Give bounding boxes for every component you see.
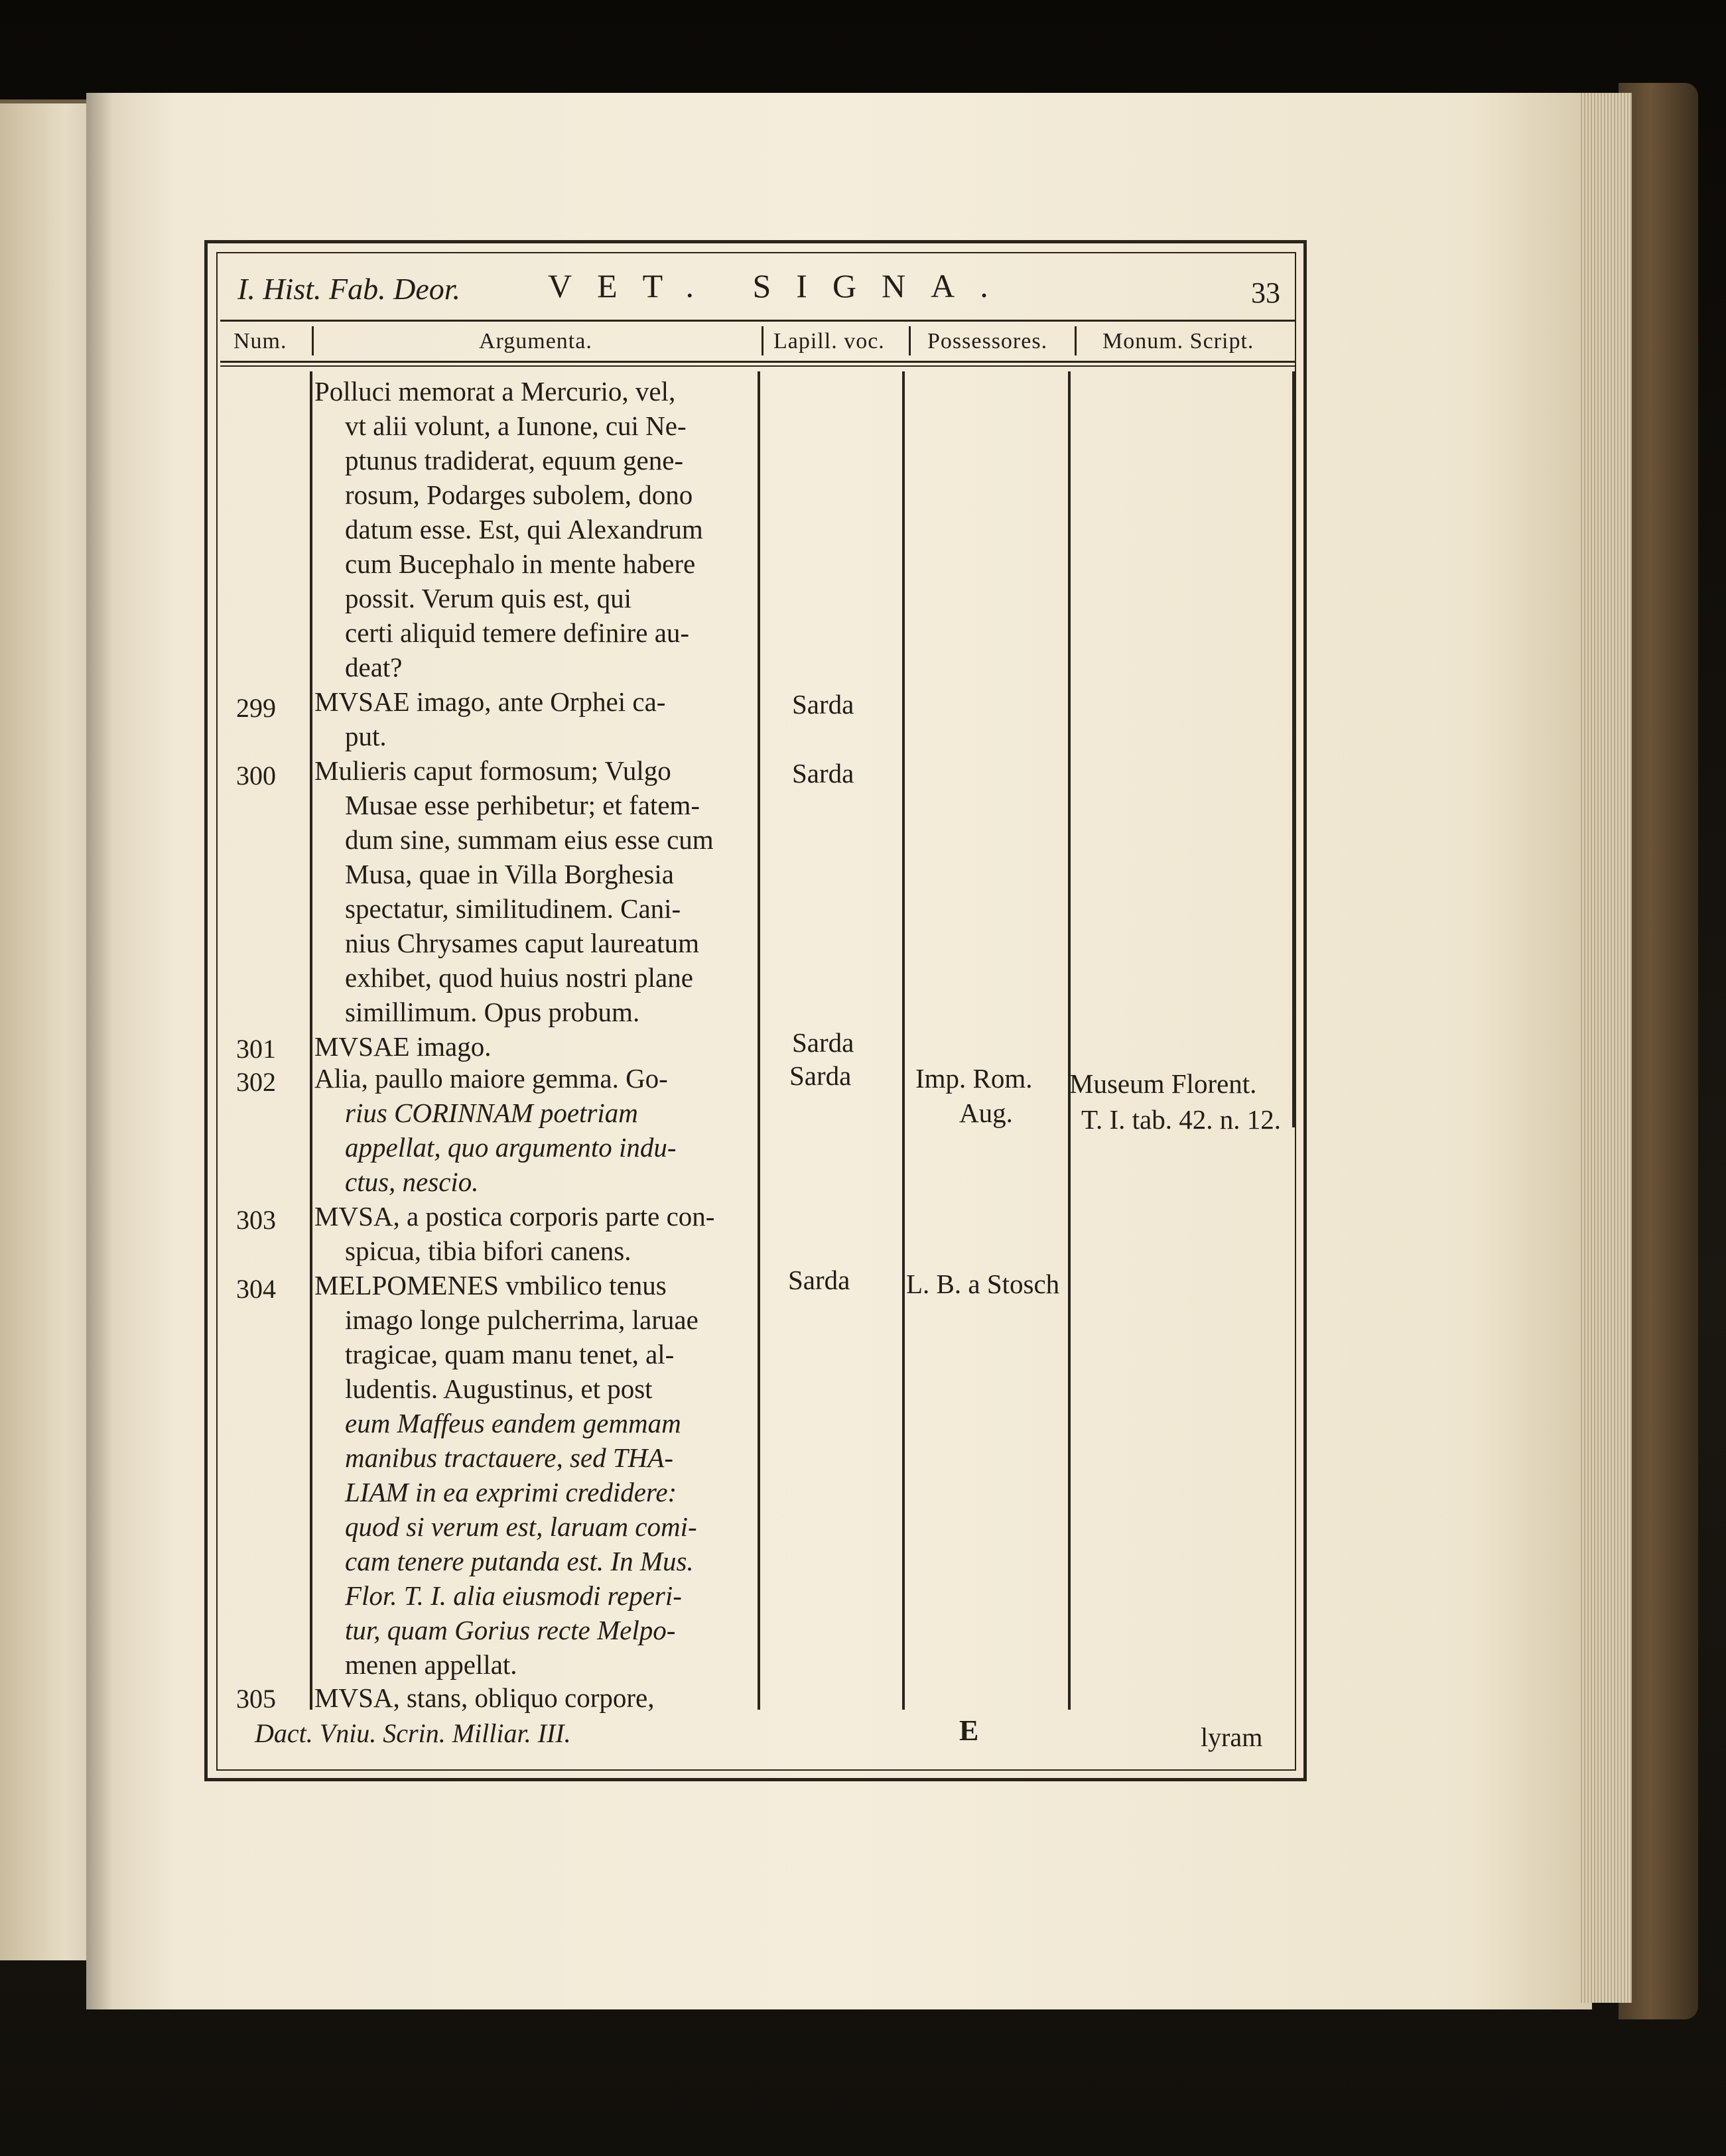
column-header-lapill: Lapill. voc.: [773, 329, 885, 353]
monument-cell: Museum Florent.: [1069, 1068, 1257, 1099]
entry-number: 305: [236, 1684, 276, 1714]
argument-line: Musa, quae in Villa Borghesia: [345, 859, 674, 889]
argument-line: ctus, nescio.: [345, 1167, 479, 1197]
argument-line: spicua, tibia bifori canens.: [345, 1236, 631, 1266]
gathering-signature: E: [959, 1714, 979, 1747]
lapill-cell: Sarda: [792, 758, 854, 789]
argument-line: deat?: [345, 652, 403, 682]
argument-line: Alia, paullo maiore gemma. Go-: [314, 1063, 668, 1094]
header-rule-bottom: [220, 361, 1296, 363]
argument-line: eum Maffeus eandem gemmam: [345, 1408, 681, 1438]
argument-line: simillimum. Opus probum.: [345, 997, 640, 1027]
possessor-cell: Imp. Rom.: [915, 1063, 1033, 1094]
argument-line: ludentis. Augustinus, et post: [345, 1373, 653, 1404]
possessor-cell: L. B. a Stosch: [906, 1269, 1060, 1299]
argument-line: rosum, Podarges subolem, dono: [345, 479, 693, 510]
column-header-monum: Monum. Script.: [1102, 329, 1254, 353]
possessor-cell: Aug.: [959, 1098, 1013, 1128]
header-sep-3: [909, 326, 911, 355]
argument-line: Mulieris caput formosum; Vulgo: [314, 755, 671, 786]
argument-line: exhibet, quod huius nostri plane: [345, 962, 693, 993]
argument-line: dum sine, summam eius esse cum: [345, 824, 714, 855]
column-header-num: Num.: [233, 329, 287, 353]
page-edges: [1579, 93, 1632, 2003]
header-sep-1: [312, 326, 314, 355]
argument-line: cum Bucephalo in mente habere: [345, 548, 696, 579]
argument-line: cam tenere putanda est. In Mus.: [345, 1546, 694, 1576]
argument-line: menen appellat.: [345, 1649, 517, 1680]
argument-line: quod si verum est, laruam comi-: [345, 1511, 697, 1542]
running-head-left: I. Hist. Fab. Deor.: [237, 272, 461, 306]
argument-line: spectatur, similitudinem. Cani-: [345, 893, 681, 924]
argument-line: MVSA, stans, obliquo corpore,: [314, 1682, 655, 1713]
argument-line: MVSAE imago, ante Orphei ca-: [314, 686, 666, 717]
column-rule-3: [902, 371, 905, 1710]
argument-line: vt alii volunt, a Iunone, cui Ne-: [345, 411, 687, 441]
column-rule-2: [758, 371, 760, 1710]
header-rule-bottom-2: [220, 365, 1296, 367]
entry-number: 301: [236, 1034, 276, 1064]
argument-line: Polluci memorat a Mercurio, vel,: [314, 376, 676, 407]
entry-number: 299: [236, 693, 276, 723]
argument-line: nius Chrysames caput laureatum: [345, 928, 700, 958]
argument-line: tragicae, quam manu tenet, al-: [345, 1339, 675, 1369]
argument-line: possit. Verum quis est, qui: [345, 583, 632, 613]
column-rule-1: [310, 371, 312, 1710]
argument-line: LIAM in ea exprimi credidere:: [345, 1477, 677, 1507]
lapill-cell: Sarda: [792, 1027, 854, 1058]
left-page-edge: [0, 99, 93, 1960]
argument-line: certi aliquid temere definire au-: [345, 617, 690, 648]
column-header-argumenta: Argumenta.: [479, 329, 592, 353]
column-rule-4: [1068, 371, 1071, 1710]
header-sep-4: [1075, 326, 1077, 355]
catchword: lyram: [1201, 1722, 1263, 1752]
header-sep-2: [762, 326, 763, 355]
signature-line: Dact. Vniu. Scrin. Milliar. III.: [255, 1718, 571, 1748]
argument-line: manibus tractauere, sed THA-: [345, 1442, 673, 1473]
argument-line: MVSA, a postica corporis parte con-: [314, 1201, 715, 1232]
column-rule-5: [1292, 371, 1295, 1127]
argument-line: put.: [345, 721, 387, 751]
argument-line: rius CORINNAM poetriam: [345, 1098, 638, 1128]
argument-line: ptunus tradiderat, equum gene-: [345, 445, 684, 476]
page-number: 33: [1251, 277, 1280, 309]
argument-line: tur, quam Gorius recte Melpo-: [345, 1615, 676, 1645]
spine-shadow: [86, 93, 113, 2009]
argument-line: Musae esse perhibetur; et fatem-: [345, 790, 700, 820]
argument-line: imago longe pulcherrima, laruae: [345, 1304, 698, 1335]
entry-number: 304: [236, 1274, 276, 1304]
argument-line: MELPOMENES vmbilico tenus: [314, 1270, 667, 1300]
lapill-cell: Sarda: [789, 1060, 852, 1091]
lapill-cell: Sarda: [788, 1265, 850, 1295]
running-head-title: VET. SIGNA.: [548, 267, 1014, 304]
column-header-possessores: Possessores.: [927, 329, 1048, 353]
argument-line: appellat, quo argumento indu-: [345, 1132, 677, 1163]
lapill-cell: Sarda: [792, 689, 854, 720]
monument-cell: T. I. tab. 42. n. 12.: [1081, 1104, 1281, 1135]
entry-number: 302: [236, 1067, 276, 1097]
entry-number: 300: [236, 761, 276, 791]
entry-number: 303: [236, 1205, 276, 1235]
argument-line: datum esse. Est, qui Alexandrum: [345, 514, 703, 544]
argument-line: Flor. T. I. alia eiusmodi reperi-: [345, 1580, 682, 1611]
argument-line: MVSAE imago.: [314, 1031, 492, 1062]
header-rule-top: [220, 320, 1296, 322]
